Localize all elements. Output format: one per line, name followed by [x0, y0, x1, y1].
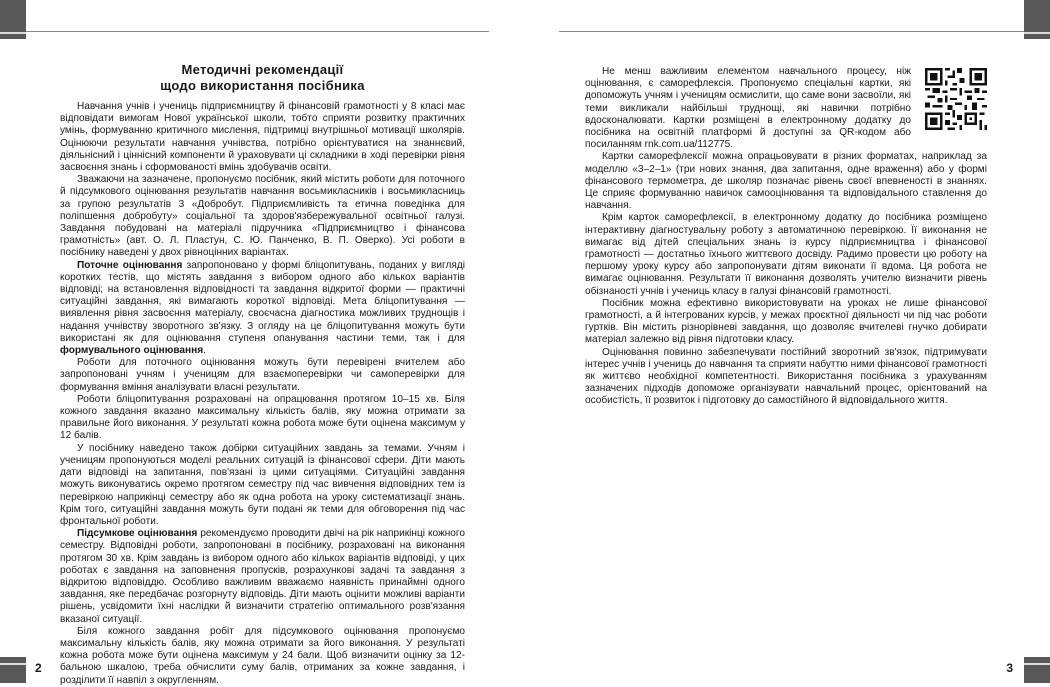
page-corner-stripe	[1024, 32, 1050, 34]
page-corner-stripe	[0, 32, 26, 34]
paragraph: Підсумкове оцінювання рекомендуємо проводити двічі на рік наприкінці кожного семестру. Відповідні роботи, запропоновані в посібнику, розраховані на виконання протягом 30 хв. Крім завдань із вибором одного або кількох варіантів відповіді, у цих роботах є завдання на заповнення пропусків, розрахункові задачі та завдання з відкритою відповіддю. Особливо важливим вважаємо наявність принаймні одного завдання, яке передбачає розгорнуту відповідь. Діти мають оцінити можливі варіанти рішень, усвідомити їхні наслідки й визначити стратегію оптимального розв'язання вказаної ситуації.	[60, 528, 465, 625]
paragraph: Навчання учнів і учениць підприємництву й фінансовій грамотності у 8 класі має відповідати вимогам Нової української школи, тобто сприяти розвитку практичних умінь, формуванню критичного мислення, підтримці внутрішньої мотивації школярів. Оцінюючи результати навчання учнівства, потрібно орієнтуватися на знаннєвий, діяльнісний і ціннісний компоненти й ураховувати ці складники в ході перевірки рівня засвоєння знань і сформованості вмінь здобувачів освіти.	[60, 101, 465, 174]
left-text-column	[60, 101, 465, 687]
right-text-column	[585, 66, 987, 408]
paragraph: Не менш важливим елементом навчального процесу, ніж оцінювання, є саморефлексія. Пропонуємо спеціальні картки, які допоможуть учням і ученицям осмислити, що саме вони засвоїли, які теми викликали найбільші труднощі, які навички потрібно вдосконалювати. Картки розміщені в електронному додатку до посібника на освітній платформі й доступні за QR-кодом або посиланням rnk.com.ua/112775.	[585, 66, 911, 151]
paragraph: У посібнику наведено також добірки ситуаційних завдань за темами. Учням і ученицям пропонуються моделі реальних ситуацій із фінансової сфери. Діти мають дати відповіді на запитання, пов'язані із цими ситуаціями. Ситуаційні завдання можуть виконуватись окремо протягом семестру під час вивчення відповідних тем із перевіркою наприкінці семестру або як одна робота на уроку систематизації знань. Крім того, ситуаційні завдання можуть бути подані як теми для обговорення під час фронтальної роботи.	[60, 442, 465, 527]
bold-term: формувального оцінювання	[60, 345, 204, 357]
right-page	[525, 0, 1050, 683]
page-corner-stripe	[0, 663, 26, 665]
title-line-1: Методичні рекомендації	[181, 62, 344, 77]
page-number: 2	[35, 661, 42, 675]
left-page	[0, 0, 525, 686]
header-rule	[26, 31, 489, 32]
paragraph: Поточне оцінювання запропоновано у формі бліцопитувань, поданих у вигляді коротких тестів, що містять завдання з вибором одного або кількох варіантів відповіді; на встановлення відповідності та завдання відкритої форми — практичні ситуаційні завдання, які вимагають короткої відповіді. Мета бліцопитування — виявлення рівня засвоєння матеріалу, своєчасна діагностика можливих труднощів і надання учнівству зворотного зв'язку. З огляду на це бліцопитування можуть бути використані як для оцінювання ступеня опанування частини теми, так і для формувального оцінювання.	[60, 259, 465, 357]
paragraph: Роботи бліцопитування розраховані на опрацювання протягом 10–15 хв. Біля кожного завдання вказано максимальну кількість балів, яку можна отримати за правильне його виконання. У результаті кожна робота може бути оцінена максимум у 12 балів.	[60, 393, 465, 442]
header-rule	[559, 31, 1024, 32]
paragraph: Крім карток саморефлексії, в електронному додатку до посібника розміщено інтерактивну діагностувальну роботу з автоматичною перевіркою. Її виконання не вимагає від дітей спеціальних знань із курсу підприємництва і фінансової грамотності — достатньо їхнього життєвого досвіду. Радимо провести цю роботу на першому уроку курсу або запропонувати дітям виконати її вдома. Ця робота не вимагає оцінювання. Результати її виконання дозволять учителю визначити рівень обізнаності учнів і учениць класу в галузі фінансовій грамотності.	[585, 212, 987, 297]
bold-term: Підсумкове оцінювання	[77, 528, 198, 540]
paragraph: Біля кожного завдання робіт для підсумкового оцінювання пропонуємо максимальну кількість балів, яку можна отримати за його виконання. У результаті кожна робота може бути оцінена максимум у 24 бали. Щоб визначити оцінку за 12-бальною шкалою, треба обчислити суму балів, отриманих за кожне завдання, і розділити її навпіл з округленням.	[60, 625, 465, 686]
paragraph: Зважаючи на зазначене, пропонуємо посібник, який містить роботи для поточного й підсумкового оцінювання результатів навчання восьмикласників і восьмикласниць за групою результатів 3 «Добробут. Підприємливість та етична поведінка для поліпшення добробуту» соціальної та здоров'язбережувальної освітньої галузі. Завдання побудовані на матеріалі підручника «Підприємництво і фінансова грамотність» (авт. О. Л. Пластун, С. Ю. Панченко, В. П. Оверко). Усі роботи в посібнику наведені у двох рівноцінних варіантах.	[60, 174, 465, 259]
qr-code-icon[interactable]	[925, 68, 987, 130]
paragraph: Посібник можна ефективно використовувати на уроках не лише фінансової грамотності, а й інтегрованих курсів, у межах проєктної діяльності чи під час роботи гуртків. Він містить різнорівневі завдання, що дозволяє вчителеві гнучко добирати матеріал залежно від рівня підготовки класу.	[585, 297, 987, 346]
bold-term: Поточне оцінювання	[77, 259, 183, 271]
paragraph: Оцінювання повинно забезпечувати постійний зворотний зв'язок, підтримувати інтерес учнів і учениць до навчання та сприяти набуттю ними фінансової грамотності як життєво необхідної компетентності. Використання посібника з урахуванням зазначених підходів допоможе організувати навчальний процес, орієнтований на особистість, її розвиток і підготовку до самостійного й відповідального життя.	[585, 346, 987, 407]
page-number: 3	[1006, 661, 1013, 675]
title-line-2: щодо використання посібника	[160, 78, 365, 93]
page-corner-tab-bottom	[0, 657, 26, 683]
paragraph: Картки саморефлексії можна опрацьовувати в різних форматах, наприклад за моделлю «3–2–1» (три нових знання, два запитання, одне враження) або у формі фінансового термометра, де школяр позначає рівень своєї впевненості в знаннях. Це сприяє формуванню навичок самооцінювання та відповідального ставлення до навчання.	[585, 151, 987, 212]
page-title	[60, 62, 465, 94]
page-corner-tab-bottom	[1024, 657, 1050, 683]
paragraph: Роботи для поточного оцінювання можуть бути перевірені вчителем або запропоновані учням і ученицям для взаємоперевірки чи самоперевірки для формування вміння аналізувати власні результати.	[60, 357, 465, 393]
page-corner-stripe	[1024, 663, 1050, 665]
